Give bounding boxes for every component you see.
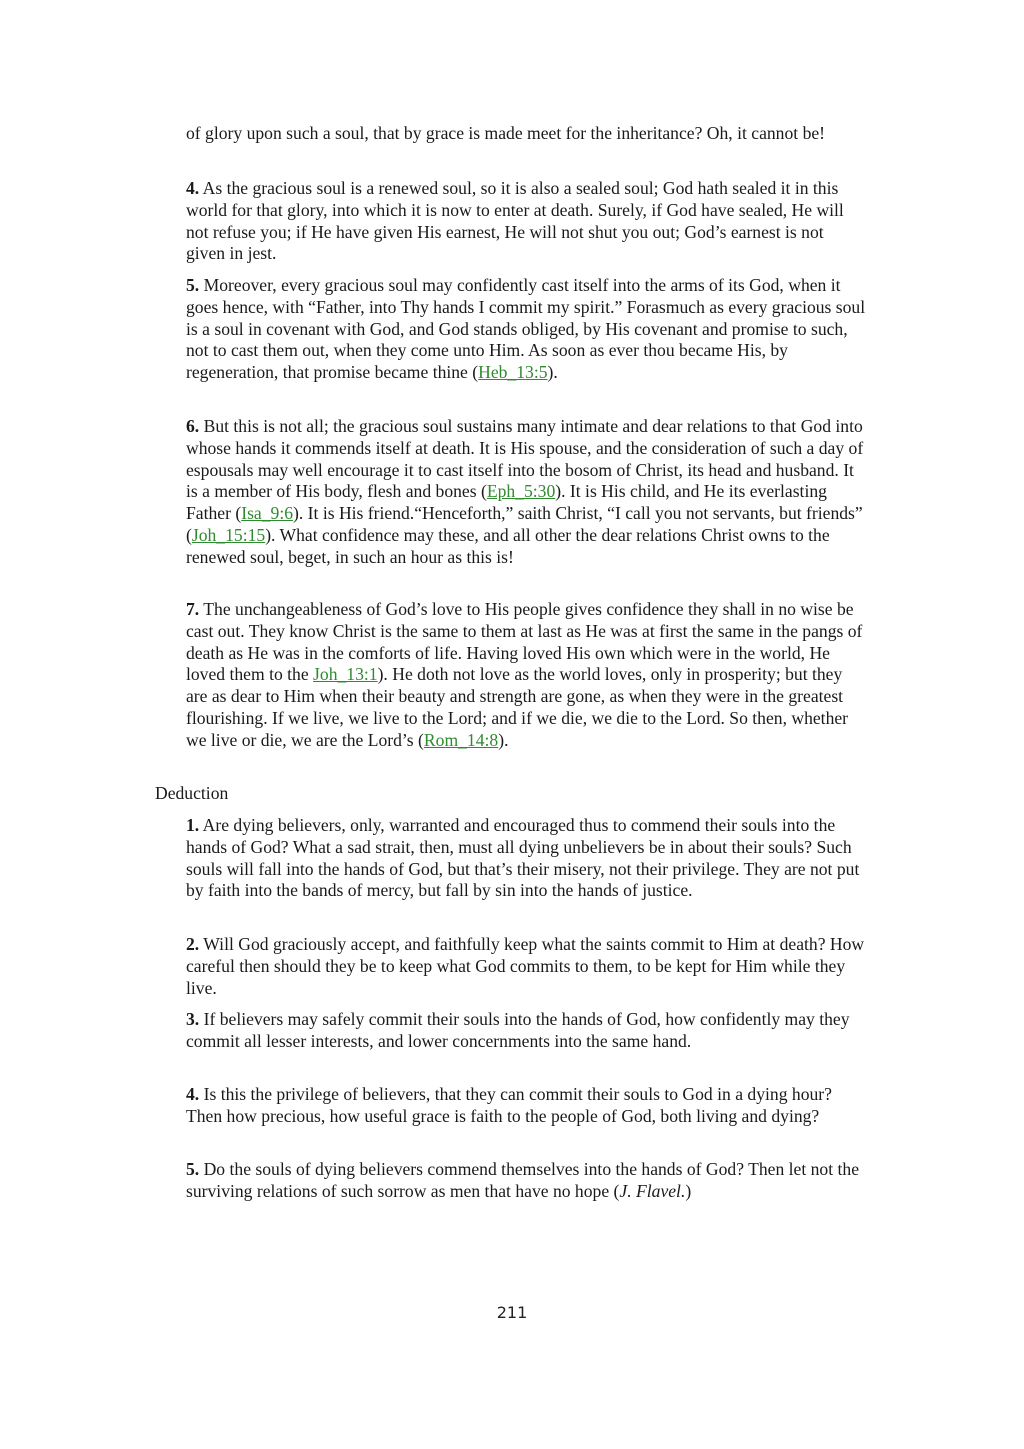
paragraph-text: But this is not all; the gracious soul sustains many intimate and dear relations to that God into whose hands it commends itself at death. It is His spouse, and the consideration of such a day of espousals may well encourage it to cast itself into the bosom of Christ, its head and husband. It is a member of His body, flesh and bones ( (186, 416, 864, 502)
page-number: 211 (496, 1303, 528, 1322)
scripture-link-joh-15-15[interactable]: Joh_15:15 (191, 524, 266, 545)
point-number: 3. (186, 1009, 200, 1029)
paragraph-point-5 (186, 275, 866, 384)
point-number: 5. (186, 1159, 200, 1179)
point-number: 2. (186, 934, 200, 954)
scripture-link-rom-14-8[interactable]: Rom_14:8 (423, 729, 499, 750)
point-number: 5. (186, 275, 200, 295)
paragraph-text: ). What confidence may these, and all other the dear relations Christ owns to the renewed soul, beget, in such an hour as this is! (186, 524, 830, 567)
author-citation: J. Flavel. (619, 1180, 686, 1201)
paragraph-text: ). (498, 729, 509, 750)
paragraph-text: ) (685, 1180, 692, 1201)
paragraph-text: Is this the privilege of believers, that they can commit their souls to God in a dying hour? Then how precious, how useful grace is faith to the people of God, both living and dying? (186, 1084, 832, 1126)
point-number: 6. (186, 416, 200, 436)
paragraph-text: ). (547, 362, 558, 383)
point-number: 7. (186, 599, 200, 619)
paragraph-text: ). It is His friend.“Henceforth,” saith Christ, “I call you not servants, but friends” ( (186, 503, 863, 545)
section-heading-deduction: Deduction (155, 783, 229, 803)
paragraph-point-7 (186, 599, 866, 752)
paragraph-point-4 (186, 178, 866, 265)
deduction-point-3 (186, 1009, 866, 1053)
paragraph-text: The unchangeableness of God’s love to His people gives confidence they shall in no wise be cast out. They know Christ is the same to them at last as He was at first the same in the pangs of death as He was in the comforts of life. Having loved His own which were in the world, He loved them to the (186, 599, 863, 685)
paragraph-text: Do the souls of dying believers commend themselves into the hands of God? Then let not the surviving relations of such sorrow as men that have no hope ( (186, 1159, 860, 1201)
point-number: 4. (186, 178, 200, 198)
deduction-point-1 (186, 815, 866, 902)
scripture-link-heb-13-5[interactable]: Heb_13:5 (478, 362, 548, 383)
point-number: 1. (186, 815, 200, 835)
paragraph-text: If believers may safely commit their souls into the hands of God, how confidently may they commit all lesser interests, and lower concernments into the same hand. (186, 1009, 850, 1051)
scripture-link-isa-9-6[interactable]: Isa_9:6 (241, 503, 294, 524)
paragraph-text: As the gracious soul is a renewed soul, so it is also a sealed soul; God hath sealed it in this world for that glory, into which it is now to enter at death. Surely, if God have sealed, He will not refuse you; if He have given His earnest, He will not shut you out; God’s earnest is not given in jest. (186, 178, 844, 264)
scripture-link-joh-13-1[interactable]: Joh_13:1 (313, 664, 378, 685)
paragraph-text: ). He doth not love as the world loves, only in prosperity; but they are as dear to Him when their beauty and strength are gone, as when they were in the greatest flourishing. If we live, we live to the Lord; and if we die, we die to the Lord. So then, whether we live or die, we are the Lord’s ( (186, 664, 849, 750)
paragraph-text: ). It is His child, and He its everlasting Father ( (186, 481, 827, 524)
scripture-link-eph-5-30[interactable]: Eph_5:30 (486, 481, 556, 502)
paragraph-text: of glory upon such a soul, that by grace is made meet for the inheritance? Oh, it cannot be! (186, 123, 826, 143)
paragraph-text: Moreover, every gracious soul may confidently cast itself into the arms of its God, when it goes hence, with “Father, into Thy hands I commit my spirit.” Forasmuch as every gracious soul is a soul in covenant with God, and God stands obliged, by His covenant and promise to such, not to cast them out, when they come unto Him. As soon as ever thou became His, by regeneration, that promise became thine ( (186, 275, 866, 383)
paragraph-text: Are dying believers, only, warranted and encouraged thus to commend their souls into the hands of God? What a sad strait, then, must all dying unbelievers be in about their souls? Such souls will fall into the hands of God, but that’s their misery, not their privilege. They are not put by faith into the bands of mercy, but fall by sin into the hands of justice. (186, 815, 860, 901)
paragraph-point-6 (186, 416, 866, 569)
deduction-point-5 (186, 1159, 866, 1203)
point-number: 4. (186, 1084, 200, 1104)
deduction-point-4 (186, 1084, 866, 1128)
paragraph-continuation (186, 123, 866, 145)
paragraph-text: Will God graciously accept, and faithfully keep what the saints commit to Him at death? How careful then should they be to keep what God commits to them, to be kept for Him while they live. (186, 934, 865, 998)
deduction-point-2 (186, 934, 866, 999)
